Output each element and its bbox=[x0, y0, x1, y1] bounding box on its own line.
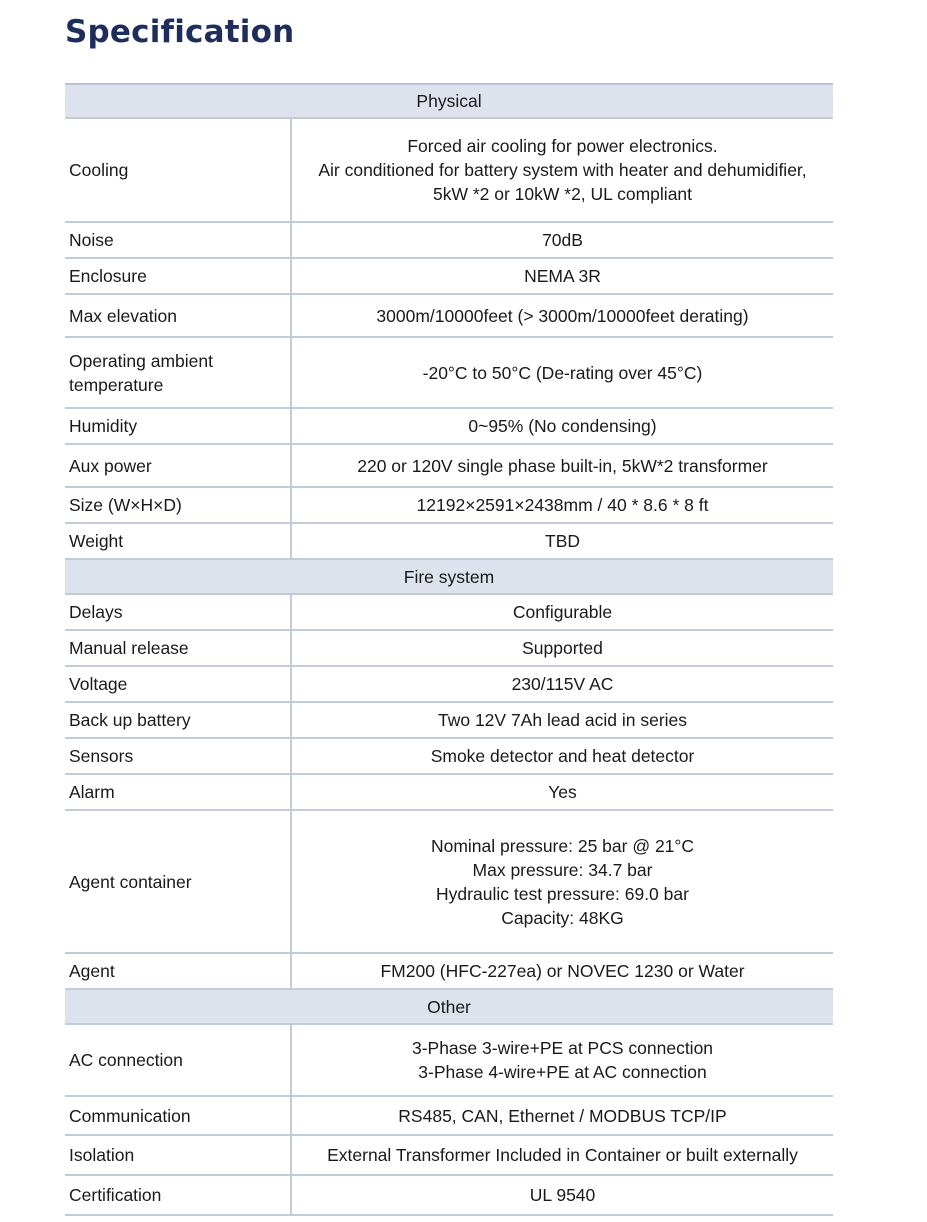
spec-value bbox=[291, 953, 833, 989]
spec-label: Sensors bbox=[65, 738, 291, 774]
spec-value-line: Yes bbox=[548, 782, 577, 802]
spec-row-size-w-h-d bbox=[65, 487, 833, 523]
section-title: Fire system bbox=[65, 559, 833, 594]
spec-value-line: 12192×2591×2438mm / 40 * 8.6 * 8 ft bbox=[416, 495, 709, 515]
spec-value-line: Forced air cooling for power electronics. bbox=[407, 136, 718, 156]
spec-row-ac-connection bbox=[65, 1024, 833, 1096]
spec-row-certification bbox=[65, 1175, 833, 1215]
section-header-other bbox=[65, 989, 833, 1024]
spec-value-line: TBD bbox=[545, 531, 580, 551]
spec-value-line: Two 12V 7Ah lead acid in series bbox=[437, 710, 688, 730]
spec-label: Aux power bbox=[65, 444, 291, 487]
spec-value-line: NEMA 3R bbox=[524, 266, 601, 286]
spec-value bbox=[291, 118, 833, 222]
spec-value-line: UL 9540 bbox=[529, 1185, 596, 1205]
spec-value bbox=[291, 408, 833, 444]
spec-value-line: Hydraulic test pressure: 69.0 bar bbox=[436, 883, 689, 904]
spec-row-voltage bbox=[65, 666, 833, 702]
spec-label: Back up battery bbox=[65, 702, 291, 738]
spec-value bbox=[291, 523, 833, 559]
spec-label: Operating ambient temperature bbox=[65, 337, 291, 408]
spec-row-communication bbox=[65, 1096, 833, 1135]
spec-row-max-elevation bbox=[65, 294, 833, 337]
spec-value-line: 3-Phase 3-wire+PE at PCS connection bbox=[411, 1038, 714, 1058]
spec-value bbox=[291, 1024, 833, 1096]
spec-value bbox=[291, 487, 833, 523]
spec-row-humidity bbox=[65, 408, 833, 444]
spec-value-line: 70dB bbox=[542, 230, 583, 250]
spec-label: Manual release bbox=[65, 630, 291, 666]
spec-label: Certification bbox=[65, 1175, 291, 1215]
spec-value bbox=[291, 810, 833, 953]
spec-label: AC connection bbox=[65, 1024, 291, 1096]
spec-row-back-up-battery bbox=[65, 702, 833, 738]
spec-value bbox=[291, 1175, 833, 1215]
spec-value bbox=[291, 702, 833, 738]
spec-value bbox=[291, 630, 833, 666]
spec-value-line: 230/115V AC bbox=[511, 674, 614, 694]
spec-label: Enclosure bbox=[65, 258, 291, 294]
spec-row-enclosure bbox=[65, 258, 833, 294]
spec-row-noise bbox=[65, 222, 833, 258]
spec-table bbox=[65, 85, 833, 1216]
spec-label: Delays bbox=[65, 594, 291, 630]
spec-table-body bbox=[65, 85, 833, 1215]
spec-row-sensors bbox=[65, 738, 833, 774]
spec-label: Voltage bbox=[65, 666, 291, 702]
spec-row-manual-release bbox=[65, 630, 833, 666]
spec-value-line: External Transformer Included in Container or built externally bbox=[327, 1145, 798, 1165]
section-title: Other bbox=[65, 989, 833, 1024]
spec-row-weight bbox=[65, 523, 833, 559]
spec-label: Alarm bbox=[65, 774, 291, 810]
spec-value-line: RS485, CAN, Ethernet / MODBUS TCP/IP bbox=[398, 1105, 727, 1126]
spec-value bbox=[291, 294, 833, 337]
spec-value bbox=[291, 258, 833, 294]
spec-value-line: Supported bbox=[522, 638, 603, 658]
spec-label: Max elevation bbox=[65, 294, 291, 337]
spec-row-delays bbox=[65, 594, 833, 630]
spec-row-operating-ambient-temperature bbox=[65, 337, 833, 408]
spec-label: Cooling bbox=[65, 118, 291, 222]
spec-value-line: Smoke detector and heat detector bbox=[430, 746, 695, 766]
spec-label: Size (W×H×D) bbox=[65, 487, 291, 523]
spec-value-line: 0~95% (No condensing) bbox=[468, 416, 657, 436]
spec-label: Noise bbox=[65, 222, 291, 258]
page-title: Specification bbox=[65, 14, 295, 50]
spec-value bbox=[291, 1135, 833, 1175]
spec-row-aux-power bbox=[65, 444, 833, 487]
spec-row-agent-container bbox=[65, 810, 833, 953]
spec-label: Weight bbox=[65, 523, 291, 559]
spec-label: Humidity bbox=[65, 408, 291, 444]
spec-value-line: 3000m/10000feet (> 3000m/10000feet derating) bbox=[376, 305, 749, 326]
spec-row-agent bbox=[65, 953, 833, 989]
spec-value-line: Capacity: 48KG bbox=[501, 907, 624, 928]
section-header-physical bbox=[65, 85, 833, 118]
spec-value bbox=[291, 594, 833, 630]
spec-row-alarm bbox=[65, 774, 833, 810]
spec-row-cooling bbox=[65, 118, 833, 222]
spec-value-line: FM200 (HFC-227ea) or NOVEC 1230 or Water bbox=[380, 961, 745, 981]
spec-value-line: -20°C to 50°C (De-rating over 45°C) bbox=[422, 362, 703, 383]
section-title: Physical bbox=[65, 85, 833, 118]
spec-label: Communication bbox=[65, 1096, 291, 1135]
spec-label: Isolation bbox=[65, 1135, 291, 1175]
spec-value bbox=[291, 666, 833, 702]
spec-label: Agent bbox=[65, 953, 291, 989]
spec-label: Agent container bbox=[65, 810, 291, 953]
spec-value bbox=[291, 1096, 833, 1135]
spec-value-line: 220 or 120V single phase built-in, 5kW*2 transformer bbox=[357, 455, 768, 476]
spec-value-line: 5kW *2 or 10kW *2, UL compliant bbox=[432, 184, 693, 204]
spec-value-line: Max pressure: 34.7 bar bbox=[472, 859, 653, 880]
spec-value bbox=[291, 738, 833, 774]
section-header-fire-system bbox=[65, 559, 833, 594]
spec-value-line: Nominal pressure: 25 bar @ 21°C bbox=[430, 835, 695, 856]
spec-value-line: 3-Phase 4-wire+PE at AC connection bbox=[418, 1062, 707, 1082]
spec-value bbox=[291, 337, 833, 408]
spec-value bbox=[291, 222, 833, 258]
spec-value-line: Configurable bbox=[512, 602, 613, 622]
spec-value bbox=[291, 444, 833, 487]
spec-value bbox=[291, 774, 833, 810]
spec-row-isolation bbox=[65, 1135, 833, 1175]
spec-value-line: Air conditioned for battery system with heater and dehumidifier, bbox=[318, 160, 807, 180]
